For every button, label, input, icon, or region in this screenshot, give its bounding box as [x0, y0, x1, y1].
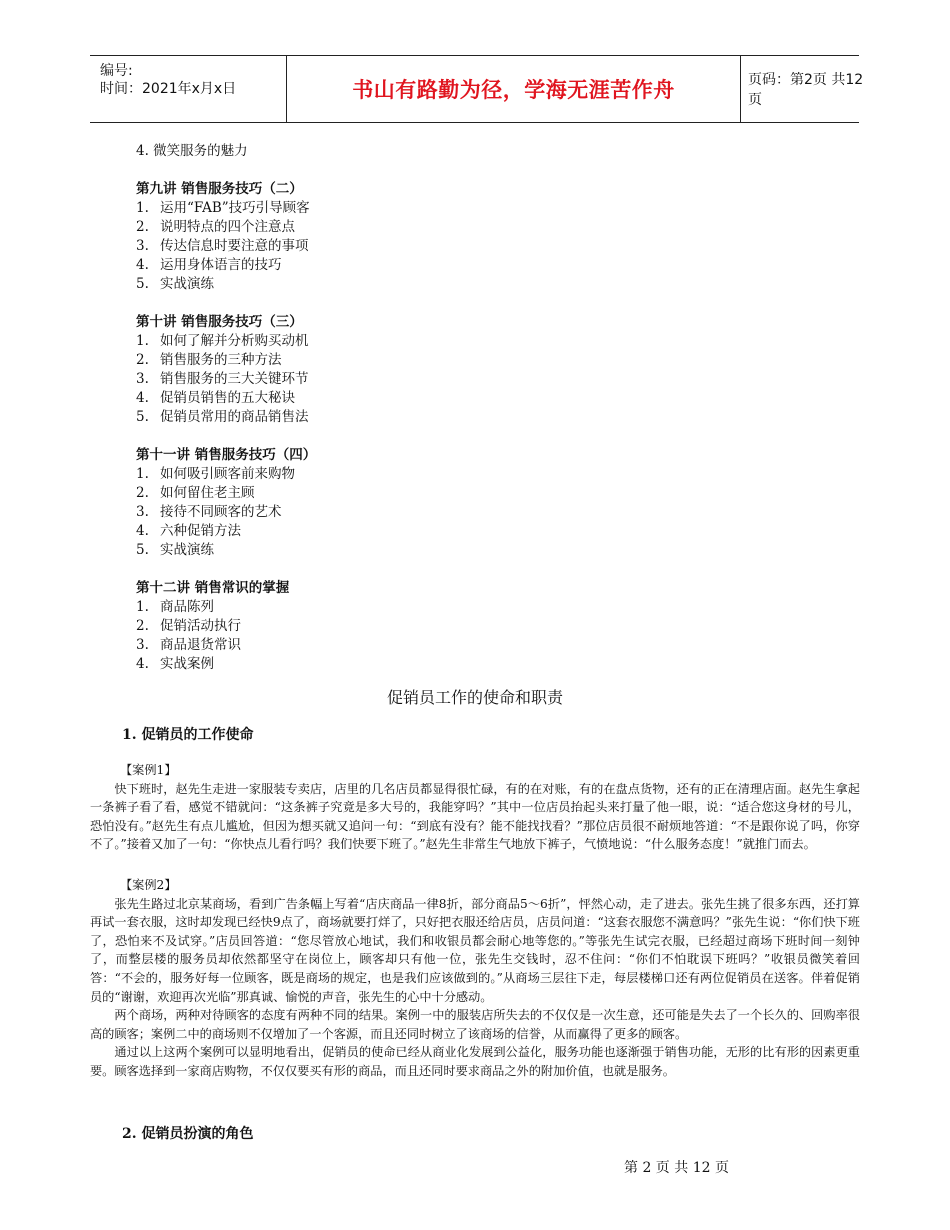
- outline-prev: [136, 142, 556, 161]
- outline-item: 1. 商品陈列: [136, 599, 214, 615]
- case-text: 快下班时，赵先生走进一家服装专卖店，店里的几名店员都显得很忙碌，有的在对账，有的在盘点货物，还有的正在清理店面。赵先生拿起一条裤子看了看，感觉不错就问：“这条裤子究竟是多大号的，我能穿吗？”其中一位店员抬起头来打量了他一眼，说：“适合您这身材的号儿，恐怕没有。”赵先生有点儿尴尬，但因为想买就又追问一句：“到底有没有？能不能找找看？”那位店员很不耐烦地答道：“不是跟你说了吗，你穿不了。”接着又加了一句：“你快点儿看行吗？我们快要下班了。”赵先生非常生气地放下裤子，气愤地说：“什么服务态度！”就推门而去。: [90, 781, 860, 852]
- case-label: 【案例1】: [120, 763, 177, 777]
- outline-item: 5. 促销员常用的商品销售法: [136, 409, 309, 425]
- case-2: [90, 876, 860, 1081]
- outline-section-12: [136, 579, 556, 674]
- outline-section-11: [136, 446, 556, 560]
- course-outline: [136, 142, 556, 693]
- outline-item: 1. 如何吸引顾客前来购物: [136, 466, 295, 482]
- outline-item: 3. 接待不同顾客的艺术: [136, 504, 282, 520]
- outline-item: 2. 销售服务的三种方法: [136, 352, 282, 368]
- page-counter: 页码：第2页 共12页: [748, 72, 864, 108]
- page-footer: 第 2 页 共 12 页: [624, 1160, 729, 1176]
- outline-item: 5. 实战演练: [136, 542, 214, 558]
- outline-item: 2. 如何留住老主顾: [136, 485, 255, 501]
- outline-item: 4. 促销员销售的五大秘诀: [136, 390, 295, 406]
- case-text: 张先生路过北京某商场，看到广告条幅上写着“店庆商品一律8折，部分商品5～6折”，怦然心动，走了进去。张先生挑了很多东西，还打算再试一套衣服，这时却发现已经快9点了，商场就要打烊了，只好把衣服还给店员，店员问道：“这套衣服您不满意吗？”张先生说：“你们快下班了，恐怕来不及试穿。”店员回答道：“您尽管放心地试，我们和收银员都会耐心地等您的。”等张先生试完衣服，已经超过商场下班时间一刻钟了，而整层楼的服务员却依然都坚守在岗位上，顾客却只有他一位，张先生交钱时，忍不住问：“你们不怕耽误下班吗？”收银员微笑着回答：“不会的，服务好每一位顾客，既是商场的规定，也是我们应该做到的。”从商场三层往下走，每层楼梯口还有两位促销员在送客。伴着促销员的“谢谢，欢迎再次光临”那真诚、愉悦的声音，张先生的心中十分感动。: [90, 896, 860, 1004]
- section-title: 第十讲 销售服务技巧（三）: [136, 314, 303, 330]
- outline-item: 3. 传达信息时要注意的事项: [136, 238, 309, 254]
- outline-item: 4. 六种促销方法: [136, 523, 241, 539]
- section-title: 第十一讲 销售服务技巧（四）: [136, 447, 317, 463]
- time-label: 时间：2021年x月x日: [100, 81, 237, 97]
- section-title: 第十二讲 销售常识的掌握: [136, 580, 290, 596]
- outline-item: 3. 销售服务的三大关键环节: [136, 371, 309, 387]
- case-label: 【案例2】: [120, 878, 177, 892]
- article-title: 促销员工作的使命和职责: [386, 688, 563, 707]
- outline-section-9: [136, 180, 556, 294]
- outline-item: 2. 说明特点的四个注意点: [136, 219, 295, 235]
- motto: 书山有路勤为径，学海无涯苦作舟: [286, 56, 741, 122]
- outline-item: 4. 运用身体语言的技巧: [136, 257, 282, 273]
- outline-item: 3. 商品退货常识: [136, 637, 241, 653]
- outline-item: 4. 微笑服务的魅力: [136, 143, 248, 159]
- heading-mission: 1. 促销员的工作使命: [122, 727, 254, 743]
- outline-item: 4. 实战案例: [136, 656, 214, 672]
- outline-item: 1. 如何了解并分析购买动机: [136, 333, 309, 349]
- header-meta: [90, 56, 286, 122]
- page-header: [90, 55, 864, 123]
- outline-section-10: [136, 313, 556, 427]
- section-title: 第九讲 销售服务技巧（二）: [136, 181, 303, 197]
- paragraph-compare: 两个商场，两种对待顾客的态度有两种不同的结果。案例一中的服装店所失去的不仅仅是一次生意，还可能是失去了一个长久的、回购率很高的顾客；案例二中的商场则不仅增加了一个客源，而且还同时树立了该商场的信誉，从而赢得了更多的顾客。: [90, 1008, 860, 1041]
- outline-item: 1. 运用“FAB”技巧引导顾客: [136, 200, 310, 216]
- outline-item: 2. 促销活动执行: [136, 618, 241, 634]
- heading-roles: 2. 促销员扮演的角色: [122, 1126, 254, 1142]
- code-label: 编号:: [100, 63, 133, 79]
- outline-item: 5. 实战演练: [136, 276, 214, 292]
- case-1: [90, 761, 860, 854]
- paragraph-conclusion: 通过以上这两个案例可以显明地看出，促销员的使命已经从商业化发展到公益化，服务功能也逐渐强于销售功能，无形的比有形的因素更重要。顾客选择到一家商店购物，不仅仅要买有形的商品，而且还同时要求商品之外的附加价值，也就是服务。: [90, 1045, 860, 1078]
